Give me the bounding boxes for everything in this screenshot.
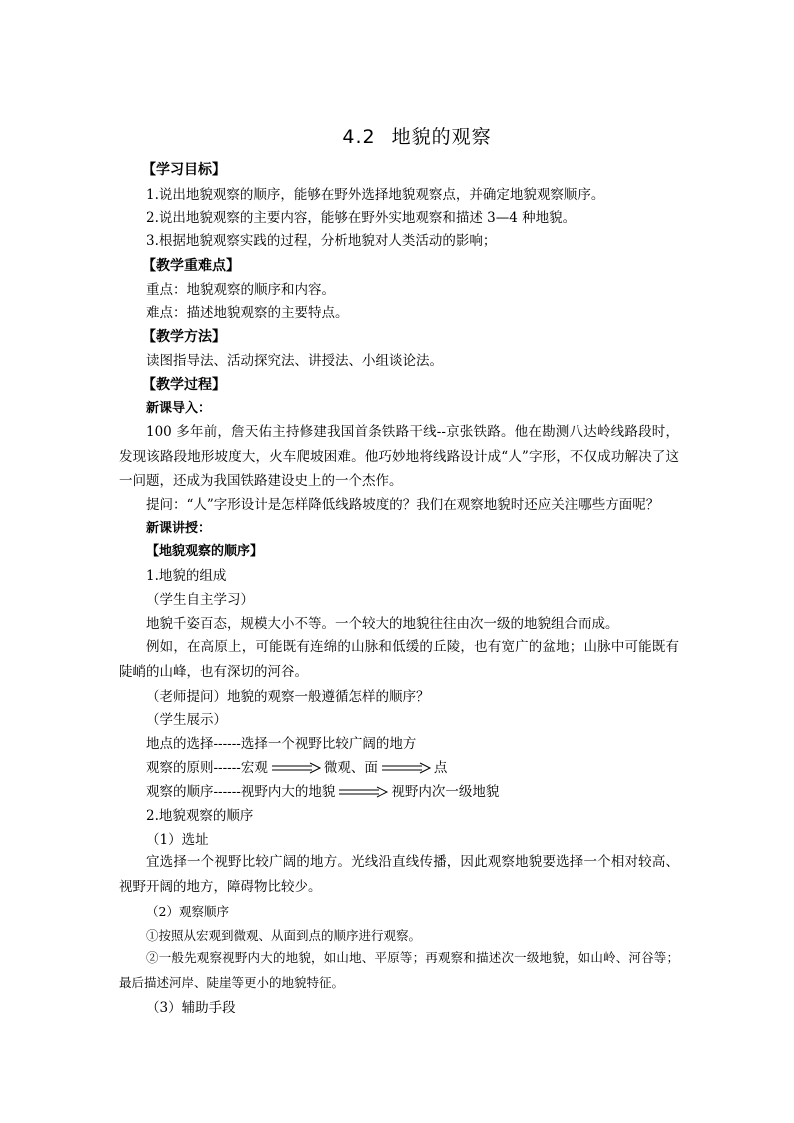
methods-text: 读图指导法、活动探究法、讲授法、小组谈论法。: [146, 353, 443, 369]
objective-item-1: 1.说出地貌观察的顺序，能够在野外选择地貌观察点，并确定地貌观察顺序。: [146, 187, 605, 203]
student-show-note: （学生展示）: [146, 712, 227, 728]
sub-heading-2: 2.地貌观察的顺序: [146, 808, 254, 824]
seq-principle-a: 宏观: [240, 760, 268, 776]
seq-location-text: 选择一个视野比较广阔的地方: [240, 736, 417, 752]
title-number: 4.2: [342, 126, 376, 148]
site-paragraph: 宜选择一个视野比较广阔的地方。光线沿直线传播，因此观察地貌要选择一个相对较高、视野开阔的地方，障碍物比较少。: [119, 854, 679, 895]
objective-item-3: 3.根据地貌观察实践的过程，分析地貌对人类活动的影响；: [146, 233, 497, 249]
seq-order-a: 视野内大的地貌: [240, 784, 336, 800]
objectives-heading: 【学习目标】: [142, 162, 226, 178]
order-item-1: ①按照从宏观到微观、从面到点的顺序进行观察。: [146, 928, 422, 943]
paragraph-1: 地貌千姿百态，规模大小不等。一个较大的地貌往往由次一级的地貌组合而成。: [146, 616, 619, 632]
seq-principle-b: 微观、面: [323, 760, 378, 776]
seq-principle-label: 观察的原则------: [146, 760, 241, 776]
intro-paragraph: 100 多年前，詹天佑主持修建我国首条铁路干线--京张铁路。他在勘测八达岭线路段时，发现该路段地形坡度大，火车爬坡困难。他巧妙地将线路设计成“人”字形，不仅成功解决了这一问题，还成为我国铁路建设史上的一个杰作。: [119, 424, 679, 489]
double-arrow-icon: [270, 762, 322, 774]
intro-label: 新课导入：: [146, 401, 212, 416]
sub-heading-1: 1.地貌的组成: [146, 568, 227, 584]
seq-order-b: 视野内次一级地貌: [391, 784, 500, 800]
order-item-2: ②一般先观察视野内大的地貌，如山地、平原等；再观察和描述次一级地貌，如山岭、河谷等；最后描述河岸、陡崖等更小的地貌特征。: [119, 950, 679, 990]
key-points-heading: 【教学重难点】: [142, 258, 240, 274]
seq-location-label: 地点的选择------: [146, 736, 241, 752]
seq-principle-line: [146, 758, 447, 778]
section-title: 【地貌观察的顺序】: [146, 544, 264, 559]
difficulty-text: 难点：描述地貌观察的主要特点。: [146, 305, 349, 321]
order-heading: （2）观察顺序: [146, 904, 229, 919]
title-text: 地貌的观察: [391, 126, 492, 148]
key-point-text: 重点：地貌观察的顺序和内容。: [146, 282, 335, 298]
seq-location-line: [146, 734, 416, 754]
site-heading: （1）选址: [146, 832, 209, 848]
lecture-label: 新课讲授：: [146, 521, 212, 536]
objective-item-2: 2.说出地貌观察的主要内容，能够在野外实地观察和描述 3—4 种地貌。: [146, 210, 577, 226]
process-heading: 【教学过程】: [142, 377, 226, 393]
double-arrow-icon: [337, 786, 389, 798]
double-arrow-icon: [380, 762, 432, 774]
teacher-question: （老师提问）地貌的观察一般遵循怎样的顺序？: [146, 689, 430, 705]
page-title: [0, 124, 794, 150]
methods-heading: 【教学方法】: [142, 329, 226, 345]
self-study-note: （学生自主学习）: [146, 592, 254, 608]
seq-principle-c: 点: [433, 760, 448, 776]
aux-heading: （3）辅助手段: [146, 1000, 236, 1016]
seq-order-label: 观察的顺序------: [146, 784, 241, 800]
seq-order-line: [146, 782, 499, 802]
paragraph-2: 例如，在高原上，可能既有连绵的山脉和低缓的丘陵，也有宽广的盆地；山脉中可能既有陡峭的山峰，也有深切的河谷。: [119, 639, 679, 680]
question-text: 提问：“人”字形设计是怎样降低线路坡度的？我们在观察地貌时还应关注哪些方面呢？: [146, 497, 660, 513]
